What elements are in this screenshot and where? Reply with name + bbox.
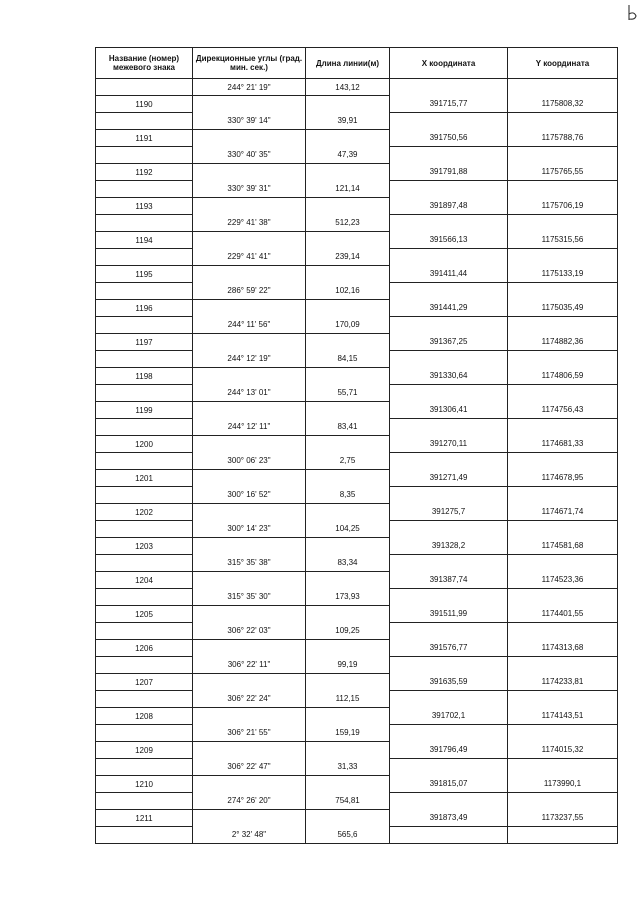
x-coordinate: 391897,48 [390,198,508,215]
segment-x-cell [390,521,508,538]
segment-y-cell [508,827,618,844]
x-coordinate: 391387,74 [390,572,508,589]
point-angle-cell [193,810,306,827]
point-angle-cell [193,300,306,317]
point-angle-cell [193,504,306,521]
segment-x-cell [390,419,508,436]
segment-name-cell [96,181,193,198]
x-coordinate: 391511,99 [390,606,508,623]
point-name: 1202 [96,504,193,521]
point-name: 1194 [96,232,193,249]
line-length: 104,25 [306,521,390,538]
point-row [96,436,618,453]
y-coordinate: 1175808,32 [508,96,618,113]
segment-y-cell [508,487,618,504]
direction-angle: 300° 06' 23" [193,453,306,470]
segment-row [96,691,618,708]
point-name: 1193 [96,198,193,215]
line-length: 112,15 [306,691,390,708]
header-line-length: Длина линии(м) [306,48,390,79]
point-length-cell [306,368,390,385]
segment-row [96,215,618,232]
segment-x-cell [390,555,508,572]
segment-row [96,79,618,96]
table-header-row [96,48,618,79]
segment-x-cell [390,589,508,606]
point-row [96,334,618,351]
line-length: 83,41 [306,419,390,436]
segment-name-cell [96,317,193,334]
segment-name-cell [96,385,193,402]
y-coordinate: 1175788,76 [508,130,618,147]
direction-angle: 300° 16' 52" [193,487,306,504]
point-row [96,742,618,759]
point-angle-cell [193,436,306,453]
segment-x-cell [390,691,508,708]
point-length-cell [306,300,390,317]
point-row [96,708,618,725]
direction-angle: 306° 22' 03" [193,623,306,640]
segment-row [96,419,618,436]
point-angle-cell [193,266,306,283]
segment-x-cell [390,725,508,742]
segment-row [96,351,618,368]
segment-name-cell [96,453,193,470]
point-row [96,232,618,249]
direction-angle: 244° 21' 19" [193,79,306,96]
direction-angle: 306° 22' 47" [193,759,306,776]
segment-x-cell [390,351,508,368]
point-name: 1196 [96,300,193,317]
segment-x-cell [390,793,508,810]
segment-row [96,283,618,300]
y-coordinate: 1175035,49 [508,300,618,317]
point-angle-cell [193,368,306,385]
point-length-cell [306,776,390,793]
direction-angle: 229° 41' 38" [193,215,306,232]
x-coordinate: 391566,13 [390,232,508,249]
segment-y-cell [508,589,618,606]
segment-x-cell [390,249,508,266]
direction-angle: 306° 21' 55" [193,725,306,742]
y-coordinate: 1174882,36 [508,334,618,351]
y-coordinate: 1174313,68 [508,640,618,657]
point-row [96,504,618,521]
point-name: 1197 [96,334,193,351]
segment-name-cell [96,419,193,436]
y-coordinate: 1174671,74 [508,504,618,521]
x-coordinate: 391715,77 [390,96,508,113]
segment-name-cell [96,555,193,572]
segment-name-cell [96,657,193,674]
point-row [96,130,618,147]
segment-name-cell [96,759,193,776]
point-length-cell [306,742,390,759]
line-length: 143,12 [306,79,390,96]
segment-row [96,657,618,674]
segment-y-cell [508,521,618,538]
segment-x-cell [390,623,508,640]
point-name: 1198 [96,368,193,385]
line-length: 512,23 [306,215,390,232]
segment-row [96,487,618,504]
segment-name-cell [96,623,193,640]
page-corner-mark [626,4,640,22]
point-length-cell [306,334,390,351]
point-row [96,368,618,385]
line-length: 109,25 [306,623,390,640]
point-length-cell [306,164,390,181]
x-coordinate: 391411,44 [390,266,508,283]
segment-row [96,249,618,266]
y-coordinate: 1175133,19 [508,266,618,283]
line-length: 83,34 [306,555,390,572]
point-name: 1200 [96,436,193,453]
segment-y-cell [508,113,618,130]
segment-y-cell [508,215,618,232]
segment-x-cell [390,113,508,130]
direction-angle: 244° 11' 56" [193,317,306,334]
segment-row [96,725,618,742]
point-row [96,538,618,555]
segment-name-cell [96,147,193,164]
x-coordinate: 391635,59 [390,674,508,691]
point-row [96,470,618,487]
line-length: 239,14 [306,249,390,266]
segment-y-cell [508,79,618,96]
point-length-cell [306,708,390,725]
point-row [96,300,618,317]
x-coordinate: 391330,64 [390,368,508,385]
segment-y-cell [508,657,618,674]
segment-row [96,623,618,640]
x-coordinate: 391367,25 [390,334,508,351]
segment-row [96,759,618,776]
header-x-coordinate: X координата [390,48,508,79]
segment-y-cell [508,147,618,164]
segment-name-cell [96,113,193,130]
point-row [96,402,618,419]
header-y-coordinate: Y координата [508,48,618,79]
x-coordinate: 391796,49 [390,742,508,759]
x-coordinate: 391702,1 [390,708,508,725]
direction-angle: 330° 39' 14" [193,113,306,130]
direction-angle: 315° 35' 38" [193,555,306,572]
segment-row [96,589,618,606]
point-name: 1204 [96,572,193,589]
segment-x-cell [390,759,508,776]
x-coordinate: 391576,77 [390,640,508,657]
direction-angle: 244° 12' 11" [193,419,306,436]
table-body [96,79,618,844]
point-name: 1205 [96,606,193,623]
point-row [96,776,618,793]
segment-x-cell [390,79,508,96]
point-name: 1190 [96,96,193,113]
point-row [96,810,618,827]
direction-angle: 2° 32' 48" [193,827,306,844]
segment-y-cell [508,385,618,402]
point-row [96,572,618,589]
point-angle-cell [193,674,306,691]
point-row [96,266,618,283]
y-coordinate: 1173237,55 [508,810,618,827]
y-coordinate: 1174523,36 [508,572,618,589]
y-coordinate: 1174401,55 [508,606,618,623]
point-row [96,96,618,113]
x-coordinate: 391328,2 [390,538,508,555]
segment-y-cell [508,691,618,708]
segment-row [96,385,618,402]
segment-x-cell [390,215,508,232]
y-coordinate: 1174143,51 [508,708,618,725]
segment-y-cell [508,555,618,572]
point-name: 1203 [96,538,193,555]
segment-y-cell [508,725,618,742]
point-name: 1208 [96,708,193,725]
direction-angle: 300° 14' 23" [193,521,306,538]
segment-name-cell [96,827,193,844]
segment-name-cell [96,725,193,742]
segment-name-cell [96,79,193,96]
point-angle-cell [193,130,306,147]
y-coordinate: 1174581,68 [508,538,618,555]
x-coordinate: 391306,41 [390,402,508,419]
point-angle-cell [193,198,306,215]
line-length: 99,19 [306,657,390,674]
segment-y-cell [508,181,618,198]
point-angle-cell [193,402,306,419]
y-coordinate: 1175706,19 [508,198,618,215]
point-length-cell [306,96,390,113]
segment-y-cell [508,623,618,640]
direction-angle: 286° 59' 22" [193,283,306,300]
segment-x-cell [390,487,508,504]
point-row [96,164,618,181]
point-name: 1209 [96,742,193,759]
segment-y-cell [508,419,618,436]
segment-name-cell [96,283,193,300]
point-angle-cell [193,96,306,113]
line-length: 39,91 [306,113,390,130]
point-length-cell [306,538,390,555]
point-angle-cell [193,606,306,623]
segment-name-cell [96,793,193,810]
line-length: 2,75 [306,453,390,470]
y-coordinate: 1175765,55 [508,164,618,181]
point-angle-cell [193,164,306,181]
line-length: 170,09 [306,317,390,334]
line-length: 31,33 [306,759,390,776]
line-length: 84,15 [306,351,390,368]
segment-name-cell [96,215,193,232]
point-name: 1206 [96,640,193,657]
segment-x-cell [390,181,508,198]
direction-angle: 274° 26' 20" [193,793,306,810]
line-length: 8,35 [306,487,390,504]
segment-x-cell [390,283,508,300]
segment-y-cell [508,793,618,810]
direction-angle: 244° 13' 01" [193,385,306,402]
y-coordinate: 1174681,33 [508,436,618,453]
direction-angle: 330° 40' 35" [193,147,306,164]
segment-x-cell [390,827,508,844]
line-length: 121,14 [306,181,390,198]
segment-x-cell [390,147,508,164]
point-row [96,674,618,691]
point-name: 1195 [96,266,193,283]
point-length-cell [306,436,390,453]
direction-angle: 229° 41' 41" [193,249,306,266]
point-length-cell [306,810,390,827]
y-coordinate: 1174756,43 [508,402,618,419]
line-length: 173,93 [306,589,390,606]
segment-row [96,147,618,164]
point-name: 1211 [96,810,193,827]
y-coordinate: 1174678,95 [508,470,618,487]
x-coordinate: 391271,49 [390,470,508,487]
segment-y-cell [508,759,618,776]
segment-x-cell [390,317,508,334]
direction-angle: 306° 22' 11" [193,657,306,674]
point-length-cell [306,198,390,215]
point-angle-cell [193,640,306,657]
line-length: 754,81 [306,793,390,810]
segment-row [96,827,618,844]
point-length-cell [306,232,390,249]
y-coordinate: 1175315,56 [508,232,618,249]
segment-name-cell [96,589,193,606]
segment-name-cell [96,351,193,368]
y-coordinate: 1173990,1 [508,776,618,793]
y-coordinate: 1174806,59 [508,368,618,385]
point-angle-cell [193,708,306,725]
point-length-cell [306,266,390,283]
segment-name-cell [96,521,193,538]
point-angle-cell [193,572,306,589]
point-name: 1192 [96,164,193,181]
segment-name-cell [96,487,193,504]
point-name: 1199 [96,402,193,419]
x-coordinate: 391815,07 [390,776,508,793]
segment-row [96,453,618,470]
boundary-points-table [95,47,618,844]
point-length-cell [306,640,390,657]
direction-angle: 244° 12' 19" [193,351,306,368]
line-length: 102,16 [306,283,390,300]
x-coordinate: 391791,88 [390,164,508,181]
line-length: 47,39 [306,147,390,164]
segment-y-cell [508,249,618,266]
direction-angle: 330° 39' 31" [193,181,306,198]
point-length-cell [306,470,390,487]
segment-y-cell [508,453,618,470]
point-length-cell [306,606,390,623]
segment-row [96,181,618,198]
x-coordinate: 391873,49 [390,810,508,827]
x-coordinate: 391275,7 [390,504,508,521]
segment-y-cell [508,283,618,300]
point-angle-cell [193,470,306,487]
point-name: 1210 [96,776,193,793]
header-direction-angle: Дирекционные углы (град. мин. сек.) [193,48,306,79]
x-coordinate: 391441,29 [390,300,508,317]
segment-row [96,793,618,810]
y-coordinate: 1174015,32 [508,742,618,759]
point-length-cell [306,572,390,589]
segment-row [96,317,618,334]
header-point-name: Название (номер) межевого знака [96,48,193,79]
line-length: 55,71 [306,385,390,402]
point-name: 1191 [96,130,193,147]
direction-angle: 306° 22' 24" [193,691,306,708]
line-length: 565,6 [306,827,390,844]
segment-row [96,521,618,538]
x-coordinate: 391750,56 [390,130,508,147]
y-coordinate: 1174233,81 [508,674,618,691]
point-angle-cell [193,334,306,351]
point-angle-cell [193,776,306,793]
segment-y-cell [508,317,618,334]
x-coordinate: 391270,11 [390,436,508,453]
point-length-cell [306,402,390,419]
point-length-cell [306,130,390,147]
segment-name-cell [96,249,193,266]
segment-x-cell [390,385,508,402]
point-row [96,606,618,623]
point-length-cell [306,504,390,521]
point-angle-cell [193,538,306,555]
line-length: 159,19 [306,725,390,742]
point-row [96,640,618,657]
point-row [96,198,618,215]
segment-x-cell [390,657,508,674]
point-angle-cell [193,232,306,249]
segment-y-cell [508,351,618,368]
segment-row [96,113,618,130]
point-length-cell [306,674,390,691]
segment-row [96,555,618,572]
point-name: 1207 [96,674,193,691]
segment-name-cell [96,691,193,708]
point-angle-cell [193,742,306,759]
direction-angle: 315° 35' 30" [193,589,306,606]
segment-x-cell [390,453,508,470]
point-name: 1201 [96,470,193,487]
